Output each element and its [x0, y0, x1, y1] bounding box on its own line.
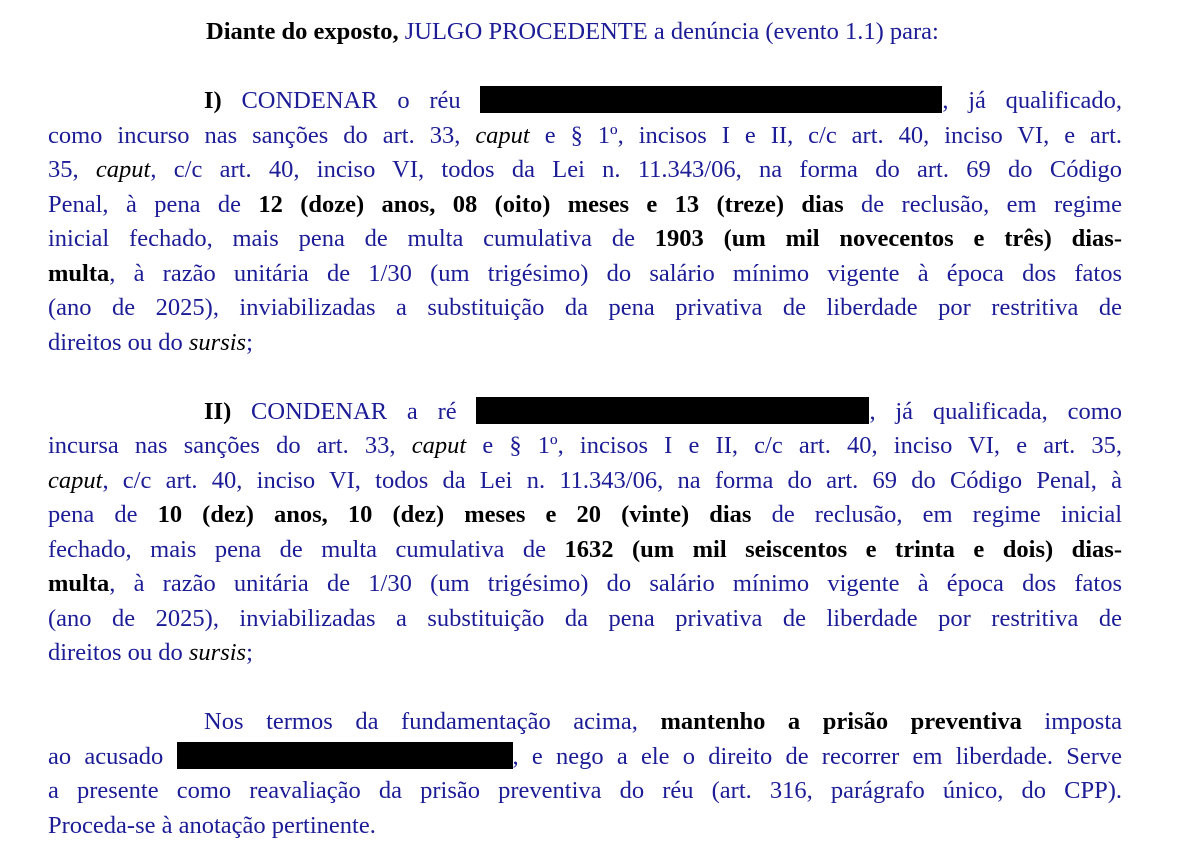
- item-2-penalty: 10 (dez) anos, 10 (dez) meses e 20 (vinte) dias: [157, 501, 752, 528]
- redacted-name-bar: [476, 397, 869, 424]
- item-2-line-8: direitos ou do sursis;: [48, 639, 253, 666]
- item-2-line-1: II) CONDENAR a ré , já qualificada, como: [204, 397, 1122, 425]
- item-1-line-7: (ano de 2025), inviabilizadas a substituição da pena privativa de liberdade por restritiva de: [48, 294, 1122, 321]
- item-2-line-7: (ano de 2025), inviabilizadas a substituição da pena privativa de liberdade por restritiva de: [48, 604, 1122, 632]
- closing-line-3: a presente como reavaliação da prisão preventiva do réu (art. 316, parágrafo único, do CPP).: [48, 777, 1122, 804]
- intro-verdict: JULGO PROCEDENTE: [404, 18, 648, 45]
- closing-line-1: Nos termos da fundamentação acima, mantenho a prisão preventiva imposta: [204, 708, 1123, 735]
- intro-paragraph: [48, 15, 1122, 50]
- intro-rest: a denúncia (evento 1.1) para:: [653, 18, 939, 45]
- redacted-name-bar: [177, 742, 513, 769]
- item-2-line-2: incursa nas sanções do art. 33, caput e § 1º, incisos I e II, c/c art. 40, inciso VI, e art. 35,: [48, 432, 1122, 459]
- item-1-fine: 1903 (um mil novecentos e três) dias-: [654, 225, 1122, 252]
- item-1-line-6: multa, à razão unitária de 1/30 (um trigésimo) do salário mínimo vigente à época dos fatos: [48, 259, 1122, 287]
- item-2-paragraph: [48, 395, 1122, 671]
- item-1-paragraph: [48, 84, 1122, 360]
- preventive-detention-statement: mantenho a prisão preventiva: [660, 708, 1022, 735]
- item-1-line-5: inicial fechado, mais pena de multa cumulativa de 1903 (um mil novecentos e três) dias-: [48, 225, 1122, 252]
- redacted-name-bar: [480, 86, 942, 113]
- intro-lead: Diante do exposto,: [206, 18, 399, 45]
- item-1-line-8: direitos ou do sursis;: [48, 328, 253, 356]
- item-2-line-5: fechado, mais pena de multa cumulativa de 1632 (um mil seiscentos e trinta e dois) dias-: [48, 535, 1122, 563]
- closing-line-2: ao acusado , e nego a ele o direito de recorrer em liberdade. Serve: [48, 742, 1123, 770]
- item-1-number: I): [204, 87, 222, 114]
- closing-line-4: Proceda-se à anotação pertinente.: [48, 811, 376, 839]
- closing-paragraph: [48, 705, 1122, 843]
- item-2-fine: 1632 (um mil seiscentos e trinta e dois) dias-: [564, 535, 1122, 563]
- item-1-line-2: como incurso nas sanções do art. 33, caput e § 1º, incisos I e II, c/c art. 40, inciso VI, e art.: [48, 121, 1123, 149]
- item-1-line-3: 35, caput, c/c art. 40, inciso VI, todos da Lei n. 11.343/06, na forma do art. 69 do Código: [48, 156, 1123, 183]
- sentence-document: [48, 15, 1122, 843]
- item-1-line-1: I) CONDENAR o réu , já qualificado,: [204, 87, 1122, 114]
- item-2-line-4: pena de 10 (dez) anos, 10 (dez) meses e 20 (vinte) dias de reclusão, em regime inicial: [48, 501, 1123, 528]
- item-1-penalty: 12 (doze) anos, 08 (oito) meses e 13 (treze) dias: [258, 190, 844, 218]
- item-2-line-3: caput, c/c art. 40, inciso VI, todos da Lei n. 11.343/06, na forma do art. 69 do Código Penal, à: [48, 466, 1122, 494]
- item-2-number: II): [204, 397, 232, 425]
- item-1-line-4: Penal, à pena de 12 (doze) anos, 08 (oito) meses e 13 (treze) dias de reclusão, em regime: [48, 190, 1123, 218]
- item-2-line-6: multa, à razão unitária de 1/30 (um trigésimo) do salário mínimo vigente à época dos fatos: [48, 570, 1122, 597]
